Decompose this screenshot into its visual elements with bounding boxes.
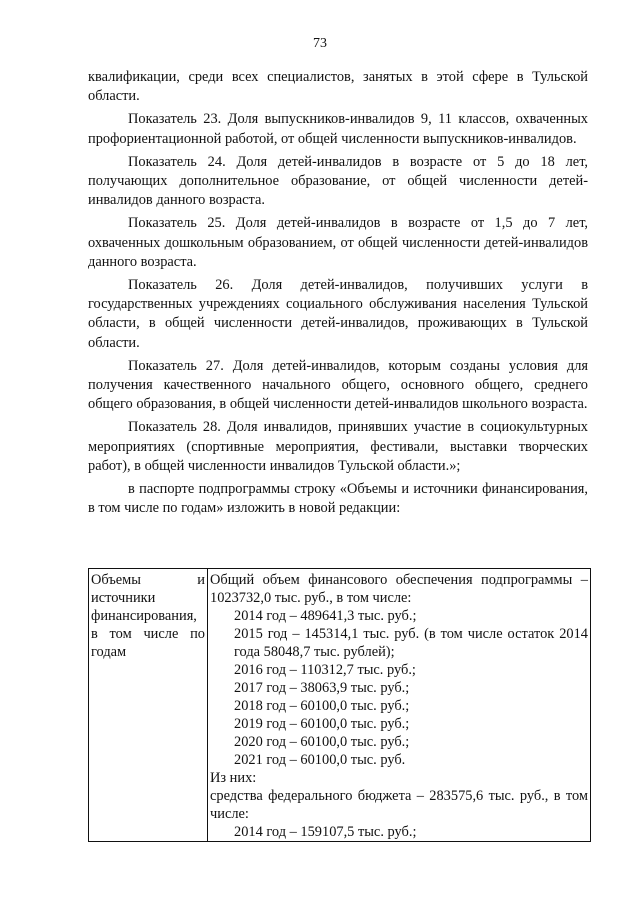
table-row: [89, 569, 591, 842]
table-label-cell: Объемы и источники финансирования, в том числе по годам: [89, 569, 208, 842]
body-text: [88, 68, 588, 518]
table-line-2020: 2020 год – 60100,0 тыс. руб.;: [234, 734, 410, 750]
paragraph-indicator-25: Показатель 25. Доля детей-инвалидов в возрасте от 1,5 до 7 лет, охваченных дошкольным образованием, от общей численности детей-инвалидов данного возраста.: [88, 215, 588, 270]
table-line-2018: 2018 год – 60100,0 тыс. руб.;: [234, 698, 410, 714]
paragraph-indicator-27: Показатель 27. Доля детей-инвалидов, которым созданы условия для получения качественного начального общего, основного общего, среднего общего образования, в общей численности детей-инвалидов школьного возраста.: [88, 357, 588, 413]
table-line-2016: 2016 год – 110312,7 тыс. руб.;: [234, 662, 416, 678]
paragraph-passport-instruction: в паспорте подпрограммы строку «Объемы и источники финансирования, в том числе по годам» изложить в новой редакции:: [88, 481, 588, 517]
table-line-2019: 2019 год – 60100,0 тыс. руб.;: [234, 716, 410, 732]
table-line-total: Общий объем финансового обеспечения подпрограммы – 1023732,0 тыс. руб., в том числе:: [210, 572, 588, 606]
paragraph-indicator-28: Показатель 28. Доля инвалидов, принявших участие в социокультурных мероприятиях (спортивные мероприятия, фестивали, выставки творческих работ), в общей численности инвалидов Тульской области.»;: [88, 419, 588, 474]
page-number: 73: [313, 36, 327, 51]
table-line-2021: 2021 год – 60100,0 тыс. руб.: [234, 752, 406, 768]
table-value-cell: [208, 569, 591, 842]
table-line-2015: 2015 год – 145314,1 тыс. руб. (в том числе остаток 2014 года 58048,7 тыс. рублей);: [234, 626, 588, 660]
paragraph-indicator-23: Показатель 23. Доля выпускников-инвалидов 9, 11 классов, охваченных профориентационной работой, от общей численности выпускников-инвалидов.: [88, 111, 588, 147]
paragraph-indicator-26: Показатель 26. Доля детей-инвалидов, получивших услуги в государственных учреждениях социального обслуживания населения Тульской области, в общей численности детей-инвалидов, проживающих в Тульской области.: [88, 277, 588, 351]
table-line-of-which: Из них:: [210, 770, 257, 786]
table-line-federal-budget: средства федерального бюджета – 283575,6 тыс. руб., в том числе:: [210, 788, 588, 822]
paragraph-indicator-24: Показатель 24. Доля детей-инвалидов в возрасте от 5 до 18 лет, получающих дополнительное образование, от общей численности детей-инвалидов данного возраста.: [88, 153, 588, 209]
table-line-2014: 2014 год – 489641,3 тыс. руб.;: [234, 608, 417, 624]
table-line-2017: 2017 год – 38063,9 тыс. руб.;: [234, 680, 410, 696]
financing-table: [88, 568, 591, 842]
paragraph-continuation: квалификации, среди всех специалистов, занятых в этой сфере в Тульской области.: [88, 69, 588, 105]
table-line-federal-2014: 2014 год – 159107,5 тыс. руб.;: [234, 824, 417, 840]
